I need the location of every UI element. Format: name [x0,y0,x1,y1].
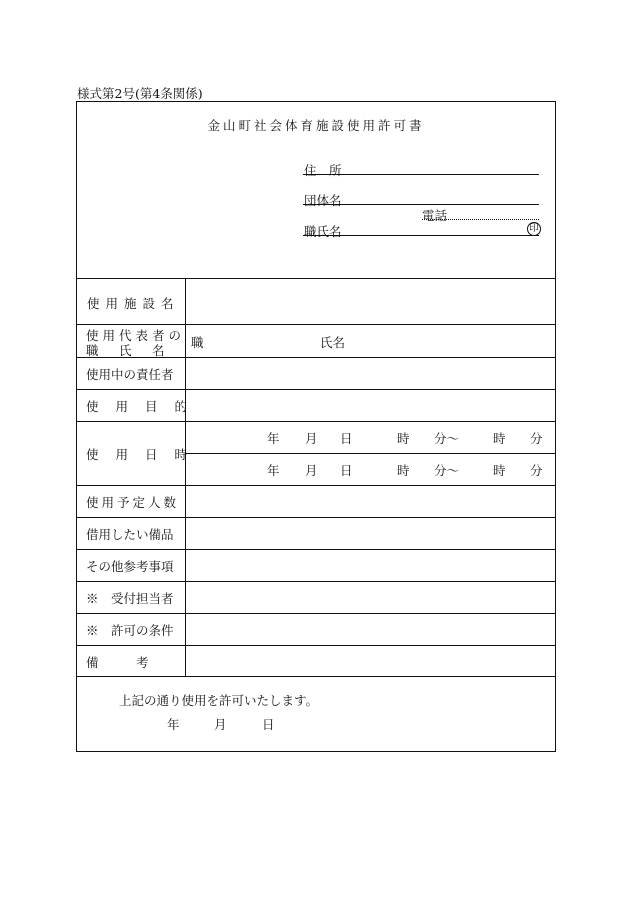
permit-form [76,101,556,752]
reception-staff-label: ※ 受付担当者 [86,591,174,606]
datetime1-hour: 時 [397,431,410,446]
form-title: 金山町社会体育施設使用許可書 [207,118,425,133]
representative-name-label: 氏名 [320,335,346,350]
title-name-label: 職氏名 [304,224,342,239]
other-notes-field[interactable] [185,550,555,581]
datetime-label: 使用日時 [86,447,205,462]
permit-conditions-field[interactable] [185,614,555,645]
facility-label [77,294,185,312]
group-name-field[interactable] [303,204,539,205]
datetime2-minute-from: 分～ [434,463,460,478]
datetime2-hour: 時 [397,463,410,478]
datetime2-year: 年 [267,463,280,478]
datetime1-month: 月 [305,431,318,446]
row-divider [77,324,555,325]
address-field[interactable] [303,174,539,175]
row-divider [77,421,555,422]
datetime2-minute-to: 分 [530,463,543,478]
datetime-inner-divider [185,453,555,454]
row-divider [77,676,555,677]
equipment-label: 借用したい備品 [86,527,174,542]
remarks-field[interactable] [185,646,555,676]
datetime2-hour-to: 時 [493,463,506,478]
datetime1-day: 日 [340,431,353,446]
form-number: 様式第2号(第4条関係) [77,86,203,101]
position-label: 職 [191,335,204,350]
footer-year: 年 [167,717,180,732]
manager-label: 使用中の責任者 [86,367,174,382]
attendees-field[interactable] [185,486,555,517]
purpose-field[interactable] [185,390,555,421]
title-name-field[interactable] [303,235,539,236]
remarks-label: 備 考 [86,655,149,670]
phone-label: 電話 [422,208,448,223]
datetime2-day: 日 [340,463,353,478]
other-notes-label: その他参考事項 [86,559,174,574]
equipment-field[interactable] [185,518,555,549]
permit-statement: 上記の通り使用を許可いたします。 [119,693,319,708]
phone-field[interactable] [422,219,539,220]
manager-field[interactable] [185,358,555,389]
footer-month: 月 [214,717,227,732]
representative-label-line2: 職 氏 名 [86,343,169,358]
attendees-label: 使用予定人数 [86,495,180,510]
representative-label-line1: 使用代表者の [86,328,186,343]
seal-mark: 印 [527,222,541,236]
datetime2-month: 月 [305,463,318,478]
datetime1-minute-from: 分～ [434,431,460,446]
facility-label-text: 使用施設名 [87,296,180,311]
footer-day: 日 [262,717,275,732]
datetime1-year: 年 [267,431,280,446]
datetime1-hour-to: 時 [493,431,506,446]
reception-staff-field[interactable] [185,582,555,613]
address-label: 住 所 [304,163,342,178]
group-name-label: 団体名 [304,193,342,208]
permit-conditions-label: ※ 許可の条件 [86,623,174,638]
facility-field[interactable] [185,280,555,324]
header-divider [77,278,555,279]
purpose-label: 使用目的 [86,399,205,414]
datetime1-minute-to: 分 [530,431,543,446]
